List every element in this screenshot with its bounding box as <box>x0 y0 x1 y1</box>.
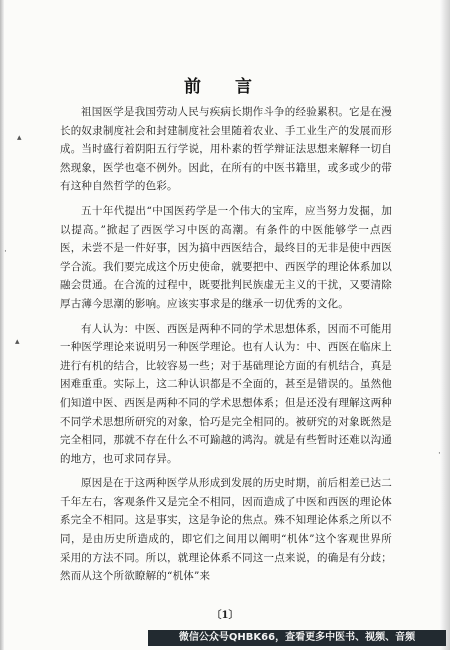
margin-mark: ▴ <box>15 337 20 347</box>
paragraph: 五十年代提出“中国医药学是一个伟大的宝库，应当努力发掘，加以提高。”掀起了西医学习中医的高潮。有条件的中医能够学一点西医，未尝不是一件好事，因为搞中西医结合，最终目的无非是使中西医学合流。我们要完成这个历史使命，就要把中、西医学的理论体系加以融会贯通。在合流的过程中，既要批判民族虚无主义的干扰，又要清除厚古薄今思潮的影响。应该实事求是的继承一切优秀的文化。 <box>60 204 392 310</box>
page-title: 前 言 <box>184 77 266 97</box>
paragraph: 有人认为：中医、西医是两种不同的学术思想体系，因而不可能用一种医学理论来说明另一种医学理论。也有人认为：中、西医在临床上进行有机的结合，比较容易一些；对于基础理论方面的有机结合，真是困难重重。实际上，这二种认识都是不全面的，甚至是错误的。虽然他们知道中医、西医是两种不同的学术思想体系；但是还没有理解这两种不同学术思想所研究的对象，恰巧是完全相同的。被研究的对象既然是完全相同，那就不存在什么不可踰越的鸿沟。就是有些暂时还难以沟通的地方，也可求同存异。 <box>60 322 392 465</box>
margin-mark: · <box>438 449 441 459</box>
page-number: 〔1〕 <box>211 610 239 621</box>
paragraph: 原因是在于这两种医学从形成到发展的历史时期，前后相差已达二千年左右，客观条件又是完全不相同，因而造成了中医和西医的理论体系完全不相同。这是事实，这是争论的焦点。殊不知理论体系之所以不同，是由历史所造成的，即它们之间用以阐明“机体”这个客观世界所采用的方法不同。所以，就理论体系不同这一点来说，的确是有分歧；然而从这个所欲瞭解的“机体”来 <box>60 477 392 583</box>
paragraph: 祖国医学是我国劳动人民与疾病长期作斗争的经验累积。它是在漫长的奴隶制度社会和封建制度社会里随着农业、手工业生产的发展而形成。当时盛行着阴阳五行学说，用朴素的哲学辩证法思想来解释一切自然现象，医学也毫不例外。因此，在所有的中医书籍里，或多或少的带有这种自然哲学的色彩。 <box>60 106 392 193</box>
scan-shadow-left <box>0 0 4 650</box>
scan-shadow-right <box>440 0 450 650</box>
margin-mark: ▴ <box>17 133 22 143</box>
body-text <box>60 103 392 592</box>
margin-mark: · <box>4 247 7 257</box>
watermark-banner: 微信公众号QHBK66，查看更多中医书、视频、音频 <box>148 630 446 646</box>
